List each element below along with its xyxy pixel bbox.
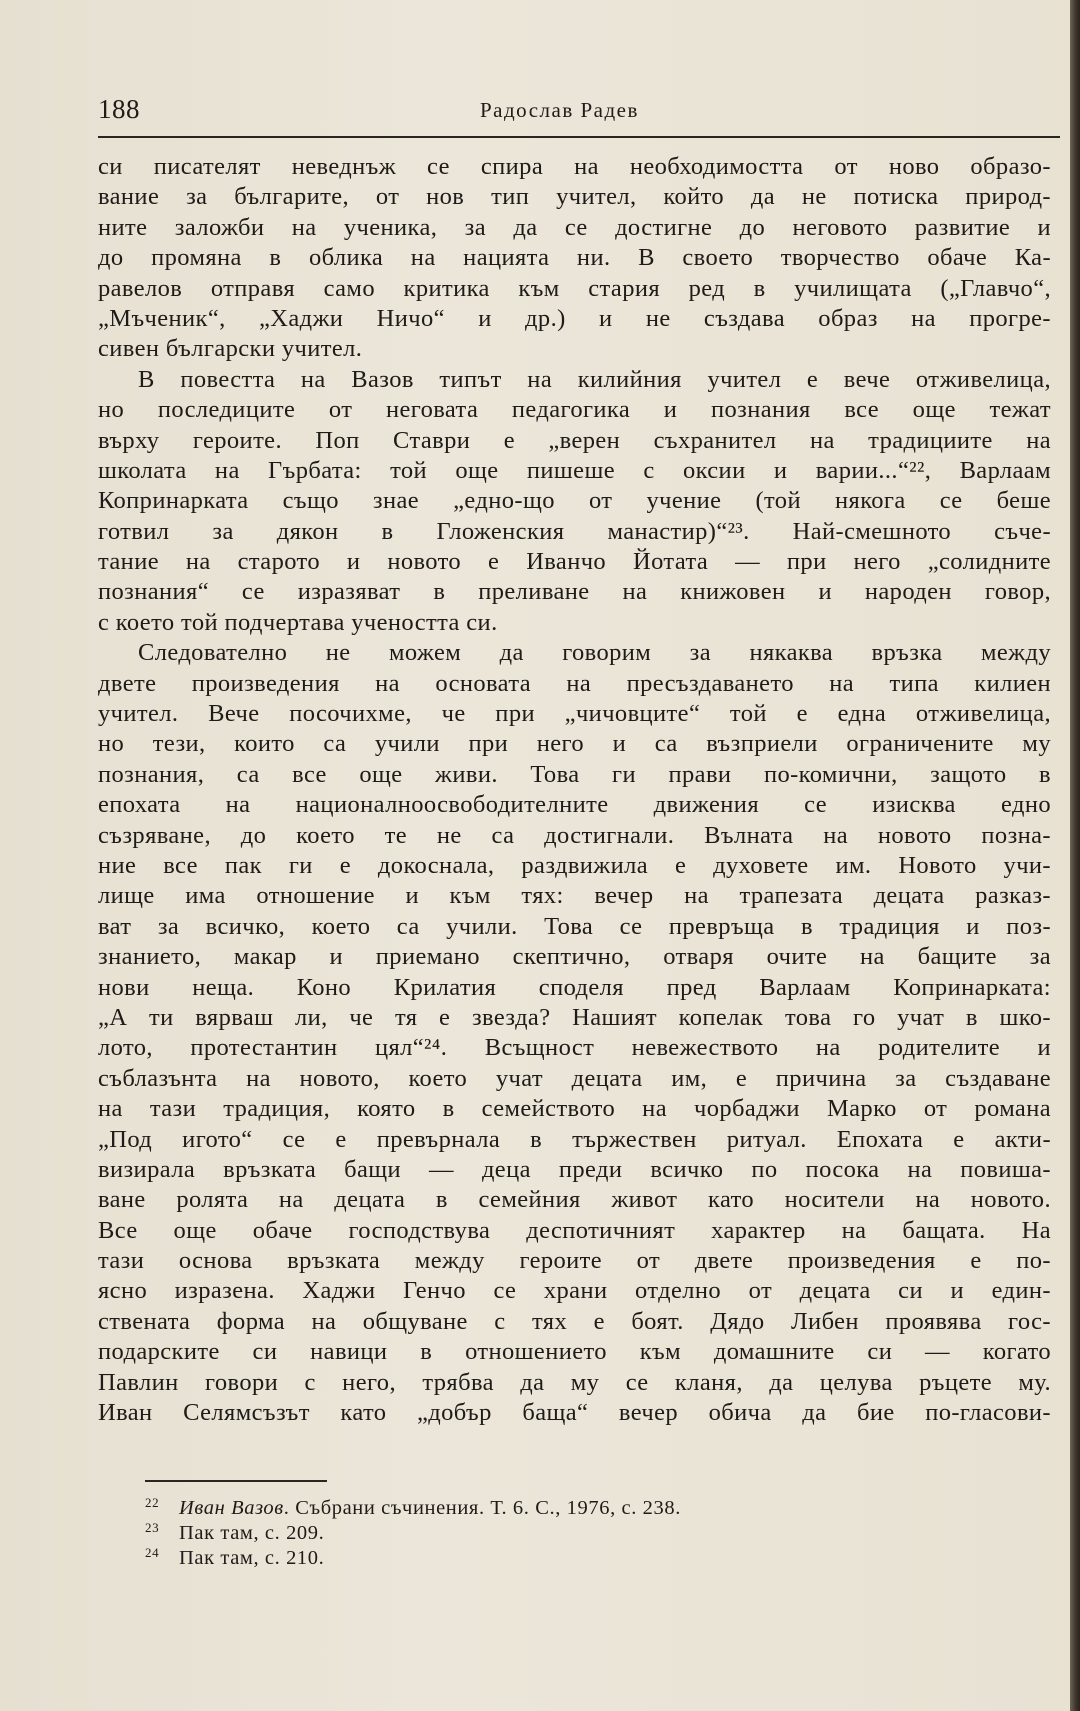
text-line: но последиците от неговата педагогика и познания все още тежат [98, 396, 1051, 424]
text-line: ват за всичко, което са учили. Това се превръща в традиция и поз- [98, 912, 1051, 940]
text-line: готвил за дякон в Гложенския манастир)“²³. Най-смешното съче- [98, 517, 1051, 545]
text-line: ствената форма на общуване с тях е боят. Дядо Либен проявява гос- [98, 1307, 1051, 1335]
text-line: ясно изразена. Хаджи Генчо се храни отделно от децата си и един- [98, 1277, 1051, 1305]
text-line: „А ти вярваш ли, че тя е звезда? Нашият копелак това го учат в шко- [98, 1003, 1051, 1031]
body-text [98, 152, 1051, 1428]
footnote-text: Пак там, с. 210. [179, 1547, 325, 1569]
footnote-rule [145, 1480, 327, 1482]
text-line: но тези, които са учили при него и са възприели ограничените му [98, 730, 1051, 758]
text-line: ните заложби на ученика, за да се достигне до неговото развитие и [98, 213, 1051, 241]
text-line: ване ролята на децата в семейния живот като носители на новото. [98, 1186, 1051, 1214]
paragraph-start-line: В повестта на Вазов типът на килийния учител е вече отживелица, [138, 365, 1051, 393]
text-line: до промяна в облика на нацията ни. В своето творчество обаче Ка- [98, 244, 1051, 272]
text-line: „Под игото“ се е превърнала в тържествен ритуал. Епохата е акти- [98, 1125, 1051, 1153]
text-line: равелов отправя само критика към стария ред в училищата („Главчо“, [98, 274, 1051, 302]
text-line: сивен български учител. [98, 335, 363, 363]
page-edge-shadow [1070, 0, 1080, 1711]
text-line: учител. Вече посочихме, че при „чичовците“ той е една отживелица, [98, 700, 1051, 728]
text-line: визирала връзката бащи — деца преди всичко по посока на повиша- [98, 1155, 1051, 1183]
footnote-text: . Събрани съчинения. Т. 6. С., 1976, с. 238. [283, 1497, 681, 1519]
text-line: тание на старото и новото е Иванчо Йотата — при него „солидните [98, 548, 1051, 576]
text-line: епохата на националноосвободителните движения се изисква едно [98, 791, 1051, 819]
footnote-number: 22 [145, 1495, 160, 1510]
text-line: Иван Селямсъзът като „добър баща“ вечер обича да бие по-гласови- [98, 1399, 1051, 1427]
text-line: с което той подчертава учеността си. [98, 608, 498, 636]
text-line: знанието, макар и приемано скептично, отваря очите на бащите за [98, 943, 1051, 971]
text-line: тази основа връзката между героите от двете произведения е по- [98, 1247, 1051, 1275]
footnote-24 [145, 1540, 945, 1569]
footnote-text: Пак там, с. 209. [179, 1522, 325, 1544]
text-line: Все още обаче господствува деспотичният характер на бащата. На [98, 1216, 1051, 1244]
text-line: двете произведения на основата на пресъздаването на типа килиен [98, 669, 1051, 697]
text-line: лото, протестантин цял“²⁴. Всъщност невежеството на родителите и [98, 1034, 1051, 1062]
text-line: си писателят неведнъж се спира на необходимостта от ново образо- [98, 153, 1051, 180]
text-line: „Мъченик“, „Хаджи Ничо“ и др.) и не създава образ на прогре- [98, 304, 1051, 332]
text-line: вание за българите, от нов тип учител, който да не потиска природ- [98, 183, 1051, 211]
text-line: Павлин говори с него, трябва да му се кланя, да целува ръцете му. [98, 1368, 1051, 1396]
page-header [98, 92, 1060, 136]
text-line: Копринарката също знае „едно-що от учение (той някога се беше [98, 487, 1051, 515]
footnote-number: 23 [145, 1520, 160, 1535]
text-line: познания, са все още живи. Това ги прави по-комични, защото в [98, 760, 1051, 788]
text-line: нови неща. Коно Крилатия споделя пред Варлаам Копринарката: [98, 973, 1051, 1001]
paragraph-start-line: Следователно не можем да говорим за някаква връзка между [138, 639, 1051, 667]
text-line: съзряване, до което те не са достигнали. Вълната на новото позна- [98, 821, 1051, 849]
text-line: ние все пак ги е докоснала, раздвижила е духовете им. Новото учи- [98, 851, 1051, 879]
footnote-22 [145, 1490, 945, 1519]
text-line: подарските си навици в отношението към домашните си — когато [98, 1338, 1051, 1366]
page-number: 188 [98, 94, 140, 124]
footnotes [145, 1490, 945, 1569]
text-line: върху героите. Поп Ставри е „верен съхранител на традициите на [98, 426, 1051, 454]
text-line: познания“ се изразяват в преливане на книжовен и народен говор, [98, 578, 1051, 606]
running-title: Радослав Радев [480, 98, 639, 122]
footnote-author: Иван Вазов [179, 1497, 284, 1519]
text-line: на тази традиция, която в семейството на чорбаджи Марко от романа [98, 1095, 1051, 1123]
text-line: съблазънта на новото, което учат децата им, е причина за създаване [98, 1064, 1051, 1092]
header-rule [98, 136, 1060, 138]
text-line: лище има отношение и към тях: вечер на трапезата децата разказ- [98, 882, 1051, 910]
footnote-number: 24 [145, 1545, 160, 1560]
text-line: школата на Гърбата: той още пишеше с оксии и варии...“²², Варлаам [98, 456, 1051, 484]
